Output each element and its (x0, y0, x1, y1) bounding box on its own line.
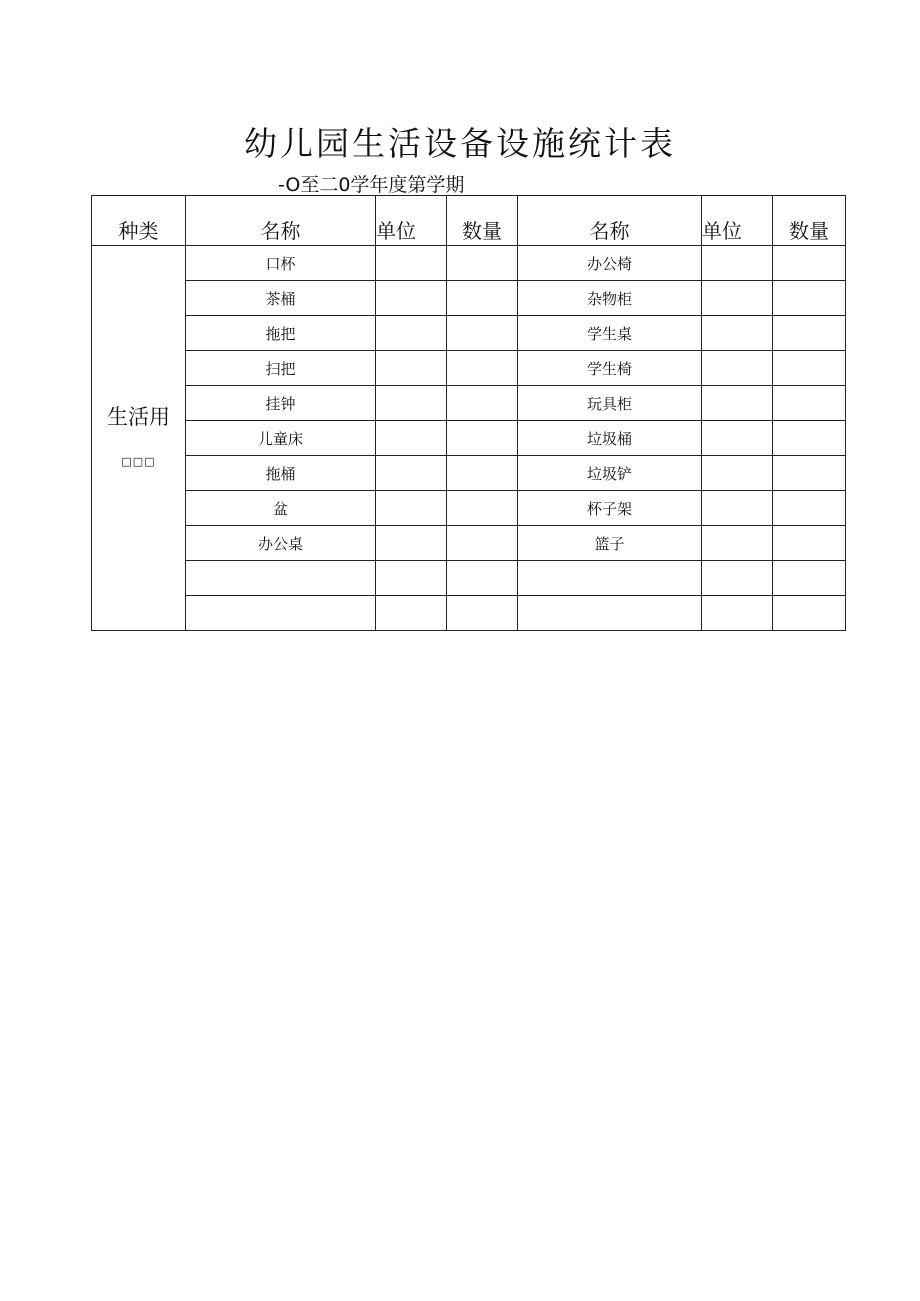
qty-right-cell (773, 386, 846, 421)
header-qty-right: 数量 (773, 196, 846, 246)
table-row (92, 316, 846, 351)
unit-right-cell (702, 386, 773, 421)
header-category: 种类 (92, 196, 186, 246)
item-name-left: 拖桶 (186, 456, 376, 491)
item-name-right: 篮子 (518, 526, 702, 561)
item-name-left: 茶桶 (186, 281, 376, 316)
qty-left-cell (447, 456, 518, 491)
qty-right-cell (773, 281, 846, 316)
qty-left-cell (447, 386, 518, 421)
item-name-left (186, 561, 376, 596)
category-cell (92, 246, 186, 631)
item-name-left: 挂钟 (186, 386, 376, 421)
qty-left-cell (447, 281, 518, 316)
item-name-right: 办公椅 (518, 246, 702, 281)
unit-right-cell (702, 456, 773, 491)
unit-left-cell (376, 281, 447, 316)
table-header-row (92, 196, 846, 246)
qty-left-cell (447, 421, 518, 456)
unit-left-cell (376, 456, 447, 491)
item-name-left: 盆 (186, 491, 376, 526)
qty-left-cell (447, 491, 518, 526)
qty-right-cell (773, 526, 846, 561)
header-qty-left: 数量 (447, 196, 518, 246)
qty-right-cell (773, 596, 846, 631)
item-name-right: 玩具柜 (518, 386, 702, 421)
unit-right-cell (702, 491, 773, 526)
qty-right-cell (773, 491, 846, 526)
item-name-left (186, 596, 376, 631)
header-unit-right: 单位 (702, 196, 773, 246)
unit-right-cell (702, 561, 773, 596)
table-row (92, 246, 846, 281)
item-name-right: 杂物柜 (518, 281, 702, 316)
item-name-left: 扫把 (186, 351, 376, 386)
unit-left-cell (376, 246, 447, 281)
qty-left-cell (447, 246, 518, 281)
item-name-right: 垃圾铲 (518, 456, 702, 491)
qty-right-cell (773, 421, 846, 456)
qty-right-cell (773, 561, 846, 596)
qty-left-cell (447, 351, 518, 386)
item-name-right: 学生椅 (518, 351, 702, 386)
unit-right-cell (702, 246, 773, 281)
qty-left-cell (447, 561, 518, 596)
qty-right-cell (773, 246, 846, 281)
item-name-left: 儿童床 (186, 421, 376, 456)
qty-left-cell (447, 596, 518, 631)
unit-left-cell (376, 351, 447, 386)
item-name-right: 学生桌 (518, 316, 702, 351)
qty-right-cell (773, 351, 846, 386)
unit-right-cell (702, 281, 773, 316)
document-title: 幼儿园生活设备设施统计表 (244, 124, 676, 163)
table-row (92, 491, 846, 526)
item-name-right (518, 596, 702, 631)
unit-left-cell (376, 526, 447, 561)
table-row (92, 386, 846, 421)
item-name-right (518, 561, 702, 596)
unit-left-cell (376, 561, 447, 596)
unit-right-cell (702, 351, 773, 386)
header-name-right: 名称 (518, 196, 702, 246)
item-name-left: 办公桌 (186, 526, 376, 561)
qty-right-cell (773, 456, 846, 491)
unit-left-cell (376, 596, 447, 631)
equipment-table (91, 195, 846, 631)
unit-right-cell (702, 421, 773, 456)
qty-right-cell (773, 316, 846, 351)
table-row (92, 596, 846, 631)
qty-left-cell (447, 526, 518, 561)
unit-right-cell (702, 596, 773, 631)
item-name-right: 垃圾桶 (518, 421, 702, 456)
category-sublabel: □□□ (121, 454, 156, 468)
table-row (92, 526, 846, 561)
table-row (92, 351, 846, 386)
header-name-left: 名称 (186, 196, 376, 246)
table-row (92, 456, 846, 491)
unit-left-cell (376, 421, 447, 456)
item-name-left: 拖把 (186, 316, 376, 351)
unit-left-cell (376, 386, 447, 421)
table-row (92, 421, 846, 456)
unit-left-cell (376, 316, 447, 351)
table-row (92, 561, 846, 596)
category-label: 生活用 (107, 404, 170, 429)
item-name-right: 杯子架 (518, 491, 702, 526)
unit-left-cell (376, 491, 447, 526)
qty-left-cell (447, 316, 518, 351)
item-name-left: 口杯 (186, 246, 376, 281)
school-term-subtitle: -O至二0学年度第学期 (278, 174, 465, 196)
unit-right-cell (702, 526, 773, 561)
header-unit-left: 单位 (376, 196, 447, 246)
unit-right-cell (702, 316, 773, 351)
table-row (92, 281, 846, 316)
